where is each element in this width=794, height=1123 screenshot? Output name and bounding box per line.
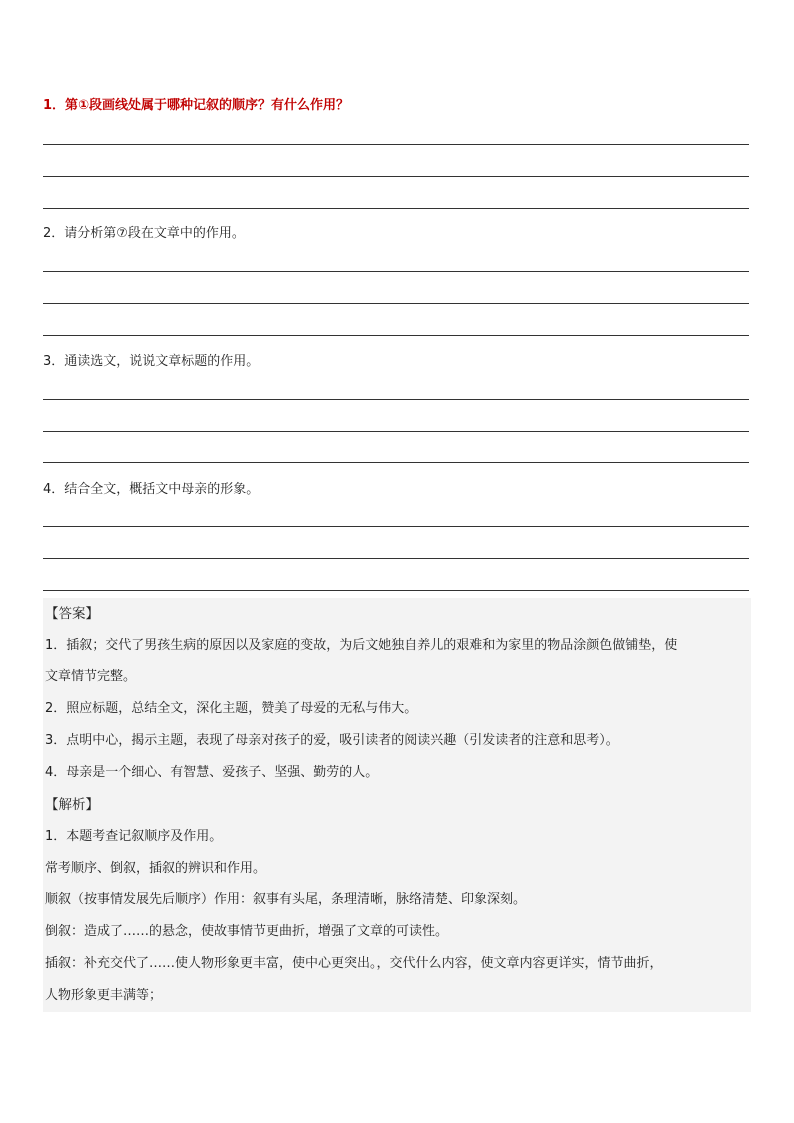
answer-line-text: 4．母亲是一个细心、有智慧、爱孩子、坚强、勤劳的人。 xyxy=(45,765,379,780)
answer-line-text: 文章情节完整。 xyxy=(45,669,137,684)
question-1: 1．第①段画线处属于哪种记叙的顺序？有什么作用？ xyxy=(43,98,350,113)
analysis-line-text: 倒叙：造成了……的悬念，使故事情节更曲折，增强了文章的可读性。 xyxy=(45,924,449,939)
answer-line-text: 1．插叙；交代了男孩生病的原因以及家庭的变故，为后文她独自养儿的艰难和为家里的物品涂颜色做铺垫，使 xyxy=(45,638,678,653)
answer-line xyxy=(43,590,749,591)
question-2: 2．请分析第⑦段在文章中的作用。 xyxy=(43,226,245,241)
answer-line xyxy=(43,176,749,177)
answer-line xyxy=(43,271,749,272)
analysis-line-text: 人物形象更丰满等； xyxy=(45,988,163,1003)
analysis-heading: 【解析】 xyxy=(45,797,99,813)
answer-analysis-box xyxy=(43,598,751,1012)
analysis-line-text: 顺叙（按事情发展先后顺序）作用：叙事有头尾，条理清晰，脉络清楚、印象深刻。 xyxy=(45,892,527,907)
answer-line xyxy=(43,208,749,209)
answer-line xyxy=(43,335,749,336)
answer-heading: 【答案】 xyxy=(45,606,99,622)
answer-line xyxy=(43,558,749,559)
answer-line xyxy=(43,526,749,527)
answer-line xyxy=(43,303,749,304)
answer-line xyxy=(43,431,749,432)
question-3: 3．通读选文，说说文章标题的作用。 xyxy=(43,354,260,369)
analysis-line-text: 常考顺序、倒叙，插叙的辨识和作用。 xyxy=(45,861,267,876)
question-4: 4．结合全文，概括文中母亲的形象。 xyxy=(43,482,260,497)
analysis-line-text: 1．本题考查记叙顺序及作用。 xyxy=(45,829,223,844)
analysis-line-text: 插叙：补充交代了……使人物形象更丰富，使中心更突出。，交代什么内容，使文章内容更详实，情节曲折， xyxy=(45,956,663,971)
answer-line-text: 2．照应标题，总结全文，深化主题，赞美了母爱的无私与伟大。 xyxy=(45,701,418,716)
answer-line xyxy=(43,399,749,400)
answer-line-text: 3．点明中心，揭示主题，表现了母亲对孩子的爱，吸引读者的阅读兴趣（引发读者的注意和思考）。 xyxy=(45,733,619,748)
answer-line xyxy=(43,462,749,463)
answer-line xyxy=(43,144,749,145)
